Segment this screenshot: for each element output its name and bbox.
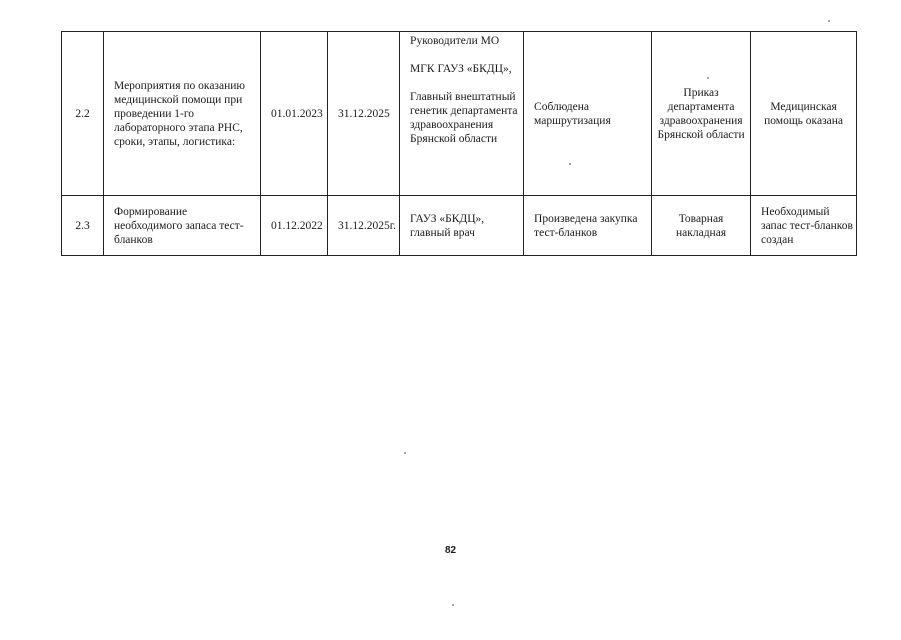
document-cell: Приказ департамента здравоохранения Брянской области bbox=[652, 32, 751, 196]
row-number: 2.3 bbox=[62, 196, 104, 256]
responsible-line: ГАУЗ «БКДЦ», главный врач bbox=[410, 212, 485, 239]
page-number: 82 bbox=[444, 545, 457, 556]
responsible-line: МГК ГАУЗ «БКДЦ», bbox=[410, 63, 512, 75]
scan-speck bbox=[828, 20, 830, 22]
responsible-line: Главный внештатный генетик департамента здравоохранения Брянской области bbox=[410, 91, 518, 145]
end-date-cell: 31.12.2025 bbox=[328, 32, 400, 196]
event-cell: Формирование необходимого запаса тест-бланков bbox=[104, 196, 261, 256]
table-row bbox=[62, 32, 857, 196]
indicator-cell: Произведена закупка тест-бланков bbox=[524, 196, 652, 256]
indicator-cell: Соблюдена маршрутизация bbox=[524, 32, 652, 196]
event-cell: Мероприятия по оказанию медицинской помощи при проведении 1-го лабораторного этапа РНС, сроки, этапы, логистика: bbox=[104, 32, 261, 196]
responsible-cell bbox=[400, 32, 524, 196]
scan-speck bbox=[404, 452, 406, 454]
scan-speck bbox=[452, 604, 454, 606]
start-date-cell: 01.01.2023 bbox=[261, 32, 328, 196]
scan-speck bbox=[707, 77, 709, 79]
scan-speck bbox=[569, 163, 571, 165]
result-cell: Медицинская помощь оказана bbox=[751, 32, 857, 196]
document-cell: Товарная накладная bbox=[652, 196, 751, 256]
activities-table bbox=[61, 31, 857, 256]
responsible-cell bbox=[400, 196, 524, 256]
result-cell: Необходимый запас тест-бланков создан bbox=[751, 196, 857, 256]
table-row bbox=[62, 196, 857, 256]
row-number: 2.2 bbox=[62, 32, 104, 196]
end-date-cell: 31.12.2025г. bbox=[328, 196, 400, 256]
start-date-cell: 01.12.2022 bbox=[261, 196, 328, 256]
responsible-line: Руководители МО bbox=[410, 35, 500, 47]
